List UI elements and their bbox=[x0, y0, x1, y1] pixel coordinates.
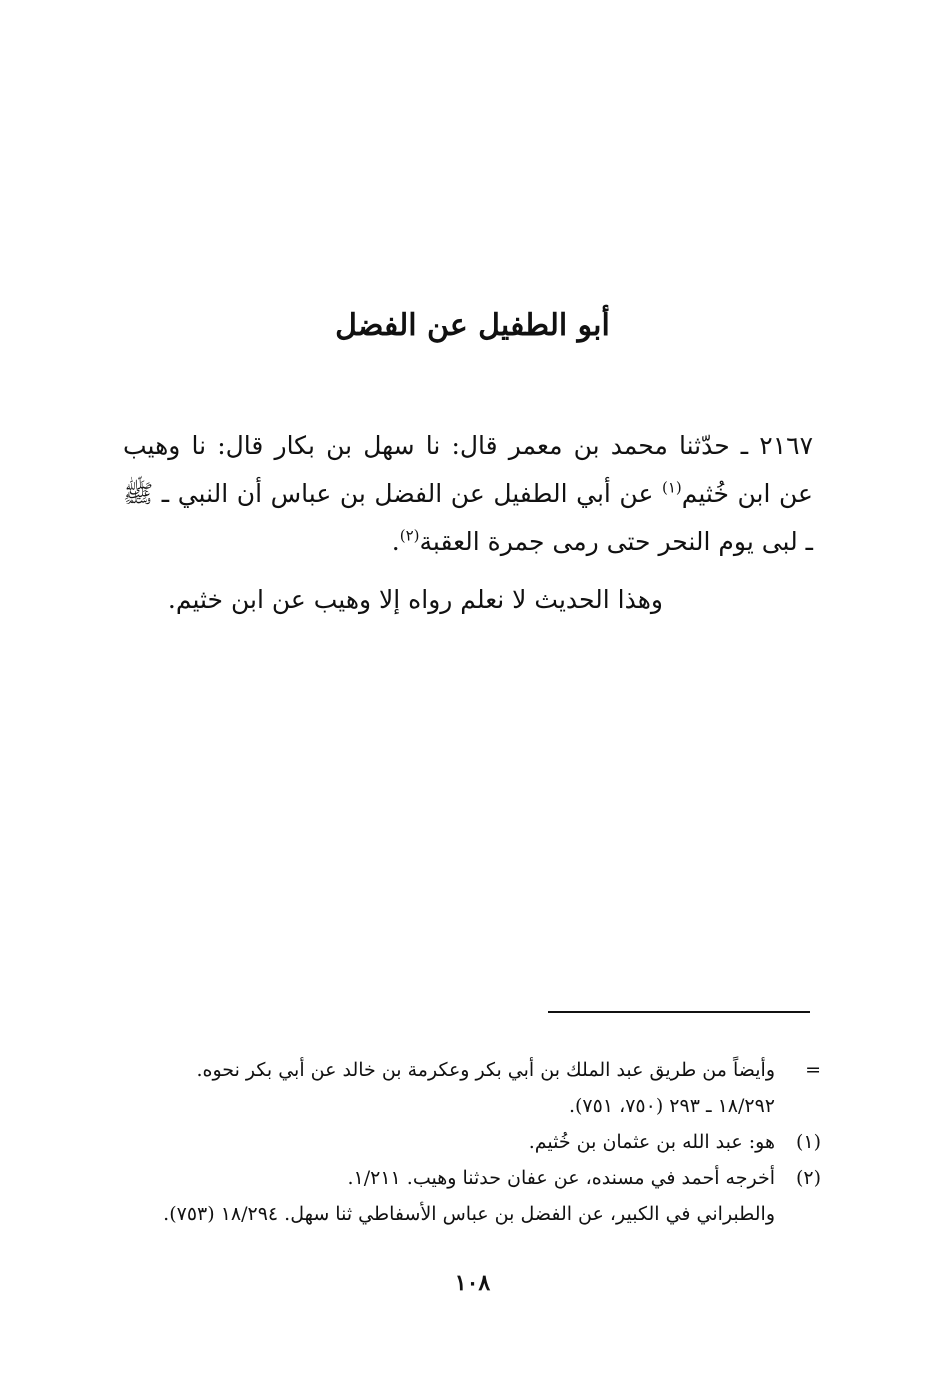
footnote-continuation-text-2: ١٨/٢٩٢ ـ ٢٩٣ (٧٥٠، ٧٥١). bbox=[568, 1095, 775, 1117]
footnote-2-text-2: والطبراني في الكبير، عن الفضل بن عباس الأسفاطي ثنا سهل. ١٨/٢٩٤ (٧٥٣). bbox=[163, 1203, 775, 1225]
footnote-continuation-text: وأيضاً من طريق عبد الملك بن أبي بكر وعكرمة بن خالد عن أبي بكر نحوه. bbox=[196, 1059, 775, 1081]
hadith-line-1: ٢١٦٧ ـ حدّثنا محمد بن معمر قال: نا سهل بن بكار قال: نا وهيب عن ابن خُثيم bbox=[123, 431, 813, 508]
footnote-1-mark: (١) bbox=[795, 1131, 821, 1153]
footnote-continuation-mark: = bbox=[805, 1059, 821, 1081]
page-number: ١٠٨ bbox=[454, 1270, 491, 1296]
hadith-comment: وهذا الحديث لا نعلم رواه إلا وهيب عن ابن خثيم. bbox=[167, 585, 663, 614]
footnote-ref-1[interactable]: (١) bbox=[661, 478, 682, 497]
hadith-line-3: . bbox=[391, 527, 400, 556]
footnote-1-text: هو: عبد الله بن عثمان بن خُثيم. bbox=[528, 1131, 775, 1153]
footnote-continuation bbox=[131, 1052, 821, 1124]
footnote-ref-2[interactable]: (٢) bbox=[399, 526, 420, 545]
footnote-1 bbox=[131, 1124, 821, 1160]
hadith-line-2: عن أبي الطفيل عن الفضل بن عباس أن النبي ـ ﷺ ـ لبى يوم النحر حتى رمى جمرة العقبة bbox=[123, 479, 813, 556]
footnote-2-text: أخرجه أحمد في مسنده، عن عفان حدثنا وهيب. ١/٢١١. bbox=[347, 1167, 775, 1189]
footnote-divider bbox=[548, 1011, 810, 1013]
footnote-2-mark: (٢) bbox=[795, 1167, 821, 1189]
footnote-2 bbox=[131, 1160, 821, 1232]
hadith-text bbox=[123, 422, 813, 566]
hadith-body bbox=[123, 422, 813, 624]
footnotes bbox=[131, 1052, 821, 1232]
section-title: أبو الطفيل عن الفضل bbox=[335, 308, 610, 343]
